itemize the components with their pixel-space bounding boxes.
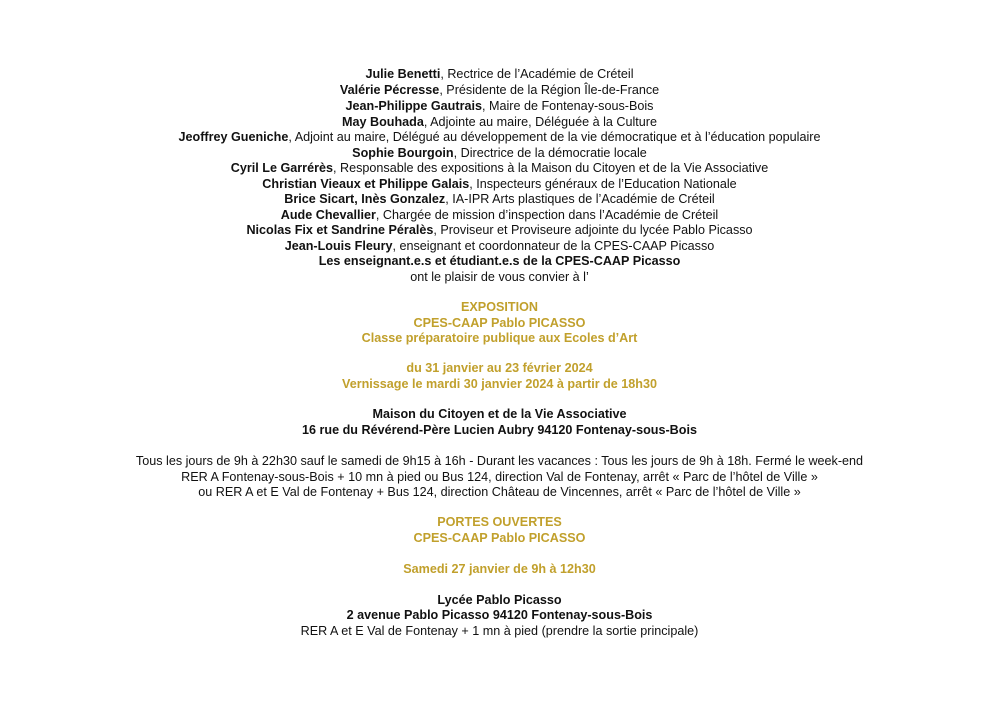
exposition-address: 16 rue du Révérend-Père Lucien Aubry 94120 Fontenay-sous-Bois <box>302 423 697 437</box>
open-day-date: Samedi 27 janvier de 9h à 12h30 <box>403 562 596 576</box>
vernissage-line: Vernissage le mardi 30 janvier 2024 à partir de 18h30 <box>341 377 658 391</box>
host-role: , Chargée de mission d’inspection dans l’Académie de Créteil <box>375 208 719 222</box>
access-directions-alt: ou RER A et E Val de Fontenay + Bus 124, direction Château de Vincennes, arrêt « Parc de l’hôtel de Ville » <box>198 485 801 499</box>
host-role: , Maire de Fontenay-sous-Bois <box>481 99 654 113</box>
host-name: Jeoffrey Gueniche <box>178 130 289 144</box>
host-name: Valérie Pécresse <box>339 83 440 97</box>
host-role: , Inspecteurs généraux de l’Education Nationale <box>469 177 737 191</box>
exposition-title: EXPOSITION <box>461 300 538 314</box>
host-role: , Rectrice de l’Académie de Créteil <box>440 67 634 81</box>
host-name: Nicolas Fix et Sandrine Péralès <box>246 223 434 237</box>
host-role: , IA-IPR Arts plastiques de l’Académie de Créteil <box>445 192 715 206</box>
host-name: Christian Vieaux et Philippe Galais <box>262 177 470 191</box>
opening-hours: Tous les jours de 9h à 22h30 sauf le samedi de 9h15 à 16h - Durant les vacances : Tous les jours de 9h à 18h. Fermé le week-end <box>135 454 864 468</box>
exposition-description: Classe préparatoire publique aux Ecoles d’Art <box>361 331 638 345</box>
host-line <box>0 66 999 82</box>
host-line <box>0 222 999 238</box>
host-line <box>0 191 999 207</box>
host-name: Aude Chevallier <box>280 208 376 222</box>
host-line <box>0 207 999 223</box>
exposition-dates: du 31 janvier au 23 février 2024 <box>406 361 593 375</box>
host-role: , enseignant et coordonnateur de la CPES-CAAP Picasso <box>392 239 715 253</box>
host-name: Jean-Louis Fleury <box>284 239 393 253</box>
invite-line: ont le plaisir de vous convier à l’ <box>410 270 589 284</box>
exposition-subtitle: CPES-CAAP Pablo PICASSO <box>413 316 586 330</box>
host-line <box>0 253 999 269</box>
host-role: , Adjoint au maire, Délégué au développement de la vie démocratique et à l’éducation populaire <box>288 130 821 144</box>
host-line <box>0 160 999 176</box>
open-day-address: 2 avenue Pablo Picasso 94120 Fontenay-sous-Bois <box>346 608 653 622</box>
exposition-venue: Maison du Citoyen et de la Vie Associative <box>372 407 627 421</box>
access-directions: RER A Fontenay-sous-Bois + 10 mn à pied ou Bus 124, direction Val de Fontenay, arrêt « Parc de l’hôtel de Ville » <box>181 470 818 484</box>
host-name: May Bouhada <box>341 115 424 129</box>
host-name: Sophie Bourgoin <box>352 146 454 160</box>
host-name: Brice Sicart, Inès Gonzalez <box>284 192 446 206</box>
host-line <box>0 129 999 145</box>
open-day-venue: Lycée Pablo Picasso <box>437 593 562 607</box>
host-name: Les enseignant.e.s et étudiant.e.s de la CPES-CAAP Picasso <box>318 254 681 268</box>
host-line <box>0 82 999 98</box>
host-line <box>0 114 999 130</box>
host-role: , Présidente de la Région Île-de-France <box>439 83 660 97</box>
open-day-title: PORTES OUVERTES <box>437 515 562 529</box>
host-name: Cyril Le Garrérès <box>230 161 333 175</box>
host-role: , Directrice de la démocratie locale <box>453 146 647 160</box>
host-name: Jean-Philippe Gautrais <box>345 99 482 113</box>
host-name: Julie Benetti <box>365 67 441 81</box>
host-line <box>0 176 999 192</box>
host-role: , Proviseur et Proviseure adjointe du lycée Pablo Picasso <box>433 223 753 237</box>
host-role: , Adjointe au maire, Déléguée à la Culture <box>423 115 657 129</box>
host-line <box>0 238 999 254</box>
host-line <box>0 145 999 161</box>
host-role: , Responsable des expositions à la Maison du Citoyen et de la Vie Associative <box>333 161 769 175</box>
host-line <box>0 98 999 114</box>
open-day-subtitle: CPES-CAAP Pablo PICASSO <box>413 531 586 545</box>
open-day-access: RER A et E Val de Fontenay + 1 mn à pied (prendre la sortie principale) <box>300 624 699 638</box>
